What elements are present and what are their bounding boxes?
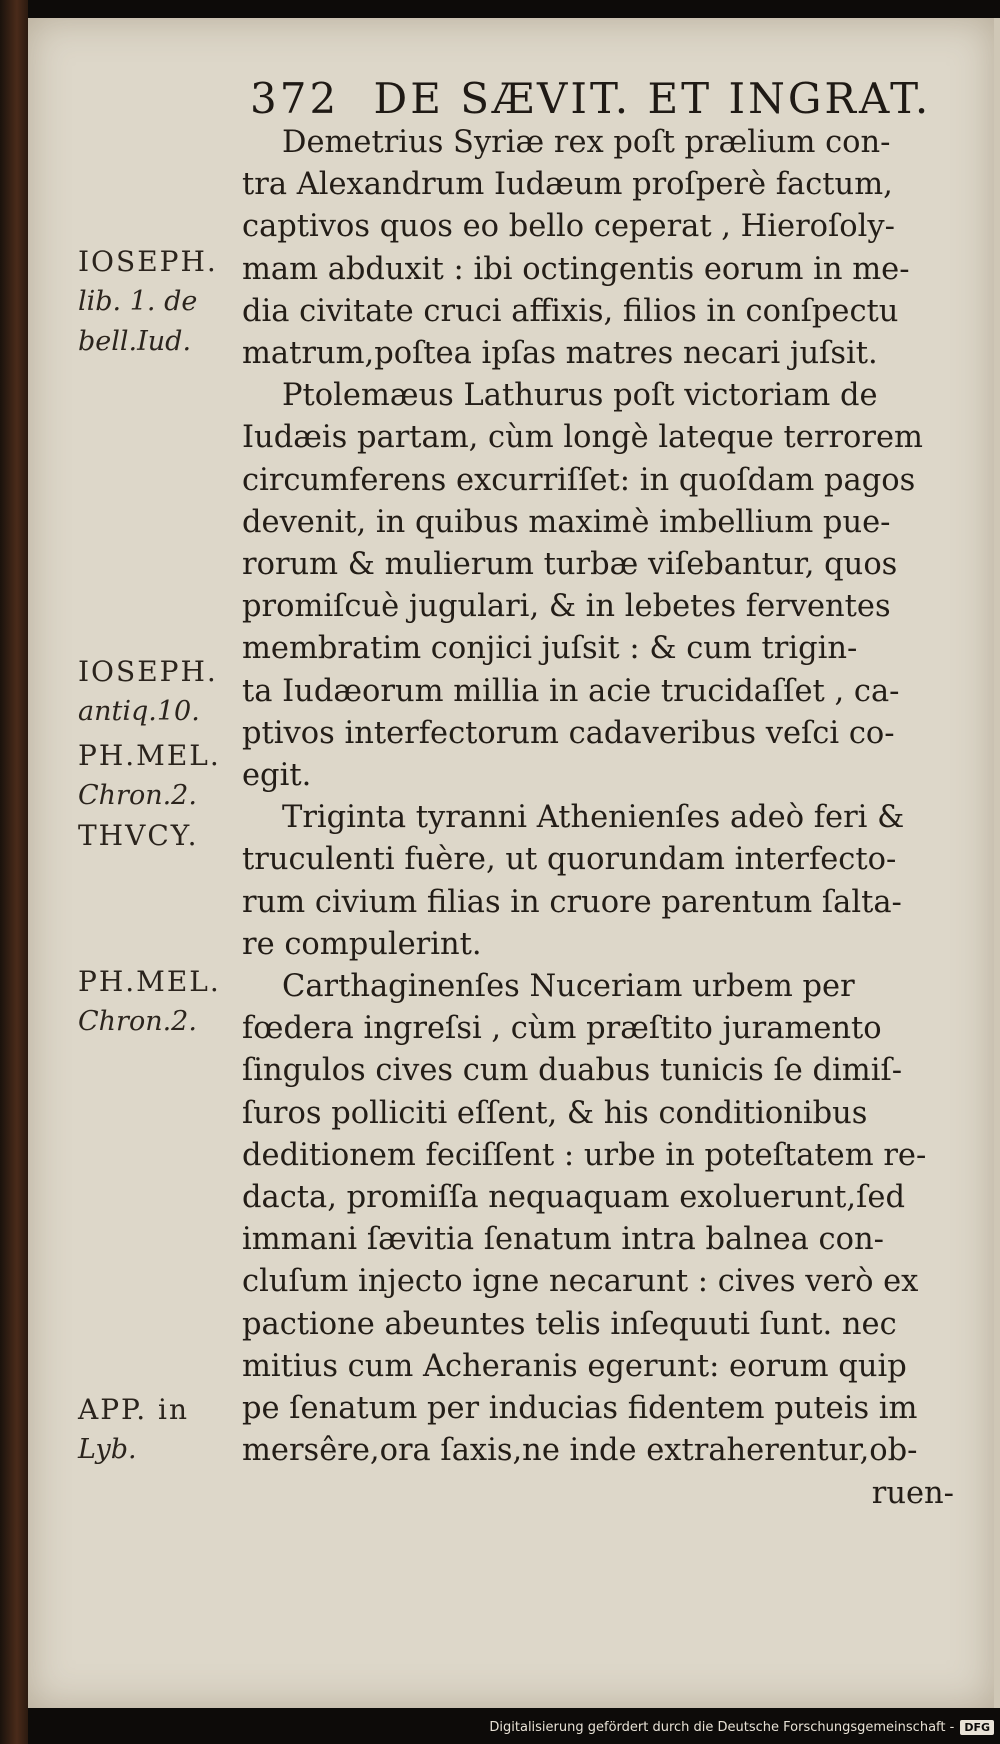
text-line: mersêre,ora ſaxis,ne inde extraherentur,ob- — [242, 1433, 918, 1469]
margin-note-ref: antiq.10. — [78, 696, 200, 727]
text-line: ſuros polliciti eſſent, & his conditionibus — [242, 1095, 868, 1131]
text-line: mitius cum Acheranis egerunt: eorum quip — [242, 1348, 907, 1384]
text-line: devenit, in quibus maximè imbellium pue- — [242, 504, 891, 540]
text-line: cluſum injecto igne necarunt : cives verò ex — [242, 1264, 919, 1300]
margin-note-josephus-antiq — [78, 652, 243, 732]
margin-note-phmel-2 — [78, 962, 243, 1042]
margin-note-author: PH.MEL. — [78, 965, 221, 998]
page-number: 372 — [250, 74, 340, 123]
text-line: rum civium filias in cruore parentum ſalta- — [242, 884, 902, 920]
text-line: rorum & mulierum turbæ viſebantur, quos — [242, 547, 898, 583]
text-line: circumferens excurriſſet: in quoſdam pagos — [242, 462, 916, 498]
margin-note-author: IOSEPH. — [78, 245, 218, 278]
margin-note-josephus-bell — [78, 242, 243, 362]
book-binding-edge — [0, 0, 28, 1744]
text-line: captivos quos eo bello ceperat , Hieroſoly- — [242, 209, 895, 245]
text-line: tra Alexandrum Iudæum proſperè factum, — [242, 167, 893, 203]
text-line: ta Iudæorum millia in acie trucidaſſet , ca- — [242, 673, 900, 709]
text-line: Carthaginenſes Nuceriam urbem per — [282, 969, 855, 1005]
running-head — [250, 74, 930, 123]
text-line: promiſcuè jugulari, & in lebetes ferventes — [242, 589, 891, 625]
text-line: dia civitate cruci affixis, filios in conſpectu — [242, 293, 899, 329]
footer-credit: Digitalisierung gefördert durch die Deutsche Forschungsgemeinschaft - — [489, 1719, 955, 1735]
margin-note-author: APP. in — [78, 1393, 190, 1426]
margin-note-ref: Lyb. — [78, 1434, 137, 1465]
body-text — [242, 122, 954, 1515]
text-line: mam abduxit : ibi octingentis eorum in me- — [242, 251, 910, 287]
digitization-footer — [489, 1712, 994, 1742]
dfg-logo: DFG — [960, 1720, 994, 1735]
margin-note-thucydides — [78, 816, 243, 856]
margin-note-appian — [78, 1390, 243, 1470]
text-line: ſingulos cives cum duabus tunicis ſe dimiſ- — [242, 1053, 903, 1089]
text-line: Demetrius Syriæ rex poſt prælium con- — [282, 125, 891, 160]
running-title: DE SÆVIT. ET INGRAT. — [373, 74, 932, 123]
text-line: matrum,poſtea ipſas matres necari juſsit. — [242, 336, 878, 372]
text-line: ptivos interfectorum cadaveribus veſci co- — [242, 715, 895, 751]
text-line: Triginta tyranni Athenienſes adeò feri & — [282, 800, 905, 836]
text-line: dacta, promiſſa nequaquam exoluerunt,ſed — [242, 1180, 905, 1216]
text-line: membratim conjici juſsit : & cum trigin- — [242, 631, 858, 667]
text-line: fœdera ingreſsi , cùm præſtito juramento — [242, 1011, 882, 1047]
text-line: egit. — [242, 758, 312, 794]
text-line: pactione abeuntes telis inſequuti ſunt. nec — [242, 1306, 897, 1342]
catchword: ruen- — [871, 1475, 954, 1511]
margin-note-author: PH.MEL. — [78, 739, 221, 772]
text-line: re compulerint. — [242, 926, 482, 962]
text-line: immani ſævitia ſenatum intra balnea con- — [242, 1222, 884, 1258]
margin-note-ref: lib. 1. de — [78, 286, 198, 317]
margin-note-ref: bell.Iud. — [78, 326, 192, 357]
text-line: pe ſenatum per inducias fidentem puteis im — [242, 1391, 918, 1427]
margin-note-phmel-1 — [78, 736, 243, 816]
text-line: truculenti fuère, ut quorundam interfecto- — [242, 842, 897, 878]
text-line: Ptolemæus Lathurus poſt victoriam de — [282, 378, 878, 414]
margin-note-ref: Chron.2. — [78, 1006, 197, 1037]
margin-note-author: IOSEPH. — [78, 655, 218, 688]
text-line: Iudæis partam, cùm longè lateque terrorem — [242, 420, 923, 456]
margin-note-author: THVCY. — [78, 819, 199, 852]
margin-note-ref: Chron.2. — [78, 780, 197, 811]
text-line: deditionem feciſſent : urbe in poteſtatem re- — [242, 1137, 927, 1173]
